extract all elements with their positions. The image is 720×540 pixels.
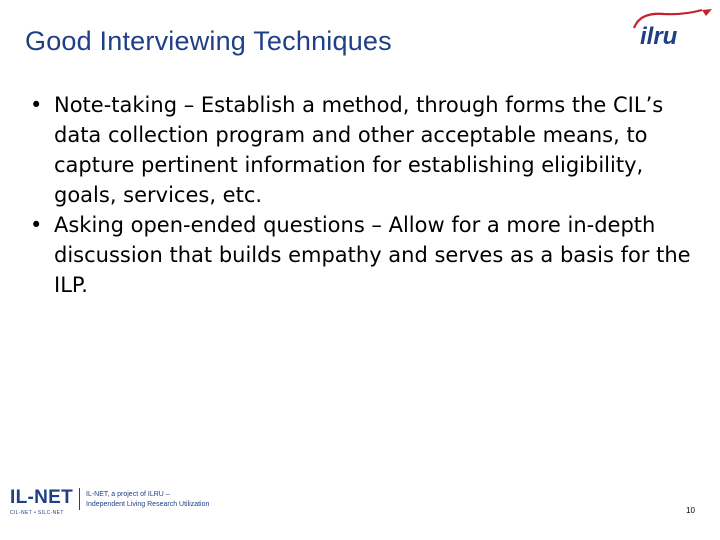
footer-brand-name: IL-NET bbox=[10, 487, 74, 508]
bullet-item bbox=[30, 90, 700, 210]
ilru-logo-text: ilru bbox=[640, 23, 678, 50]
ilru-logo-icon bbox=[626, 8, 714, 52]
bullet-item bbox=[30, 210, 700, 300]
slide-title: Good Interviewing Techniques bbox=[25, 26, 392, 56]
bullet-text: Asking open-ended questions – Allow for a more in-depth discussion that builds empathy and serves as a basis for the ILP. bbox=[54, 213, 691, 297]
footer-tagline-line1: IL-NET, a project of ILRU – bbox=[86, 491, 170, 498]
footer-logo bbox=[10, 488, 209, 516]
footer-tagline-line2: Independent Living Research Utilization bbox=[86, 501, 210, 508]
page-number: 10 bbox=[686, 506, 695, 515]
footer-divider bbox=[79, 488, 80, 510]
footer-tagline bbox=[86, 490, 209, 510]
bullet-text: Note-taking – Establish a method, through forms the CIL’s data collection program and other acceptable means, to capture pertinent information for establishing eligibility, goals, services, etc. bbox=[54, 93, 664, 207]
bullet-marker: • bbox=[30, 93, 43, 117]
bullet-list bbox=[30, 90, 700, 300]
footer-brand-sub: CIL-NET • SILC-NET bbox=[10, 510, 64, 516]
bullet-marker: • bbox=[30, 213, 43, 237]
footer-brand bbox=[10, 488, 73, 516]
